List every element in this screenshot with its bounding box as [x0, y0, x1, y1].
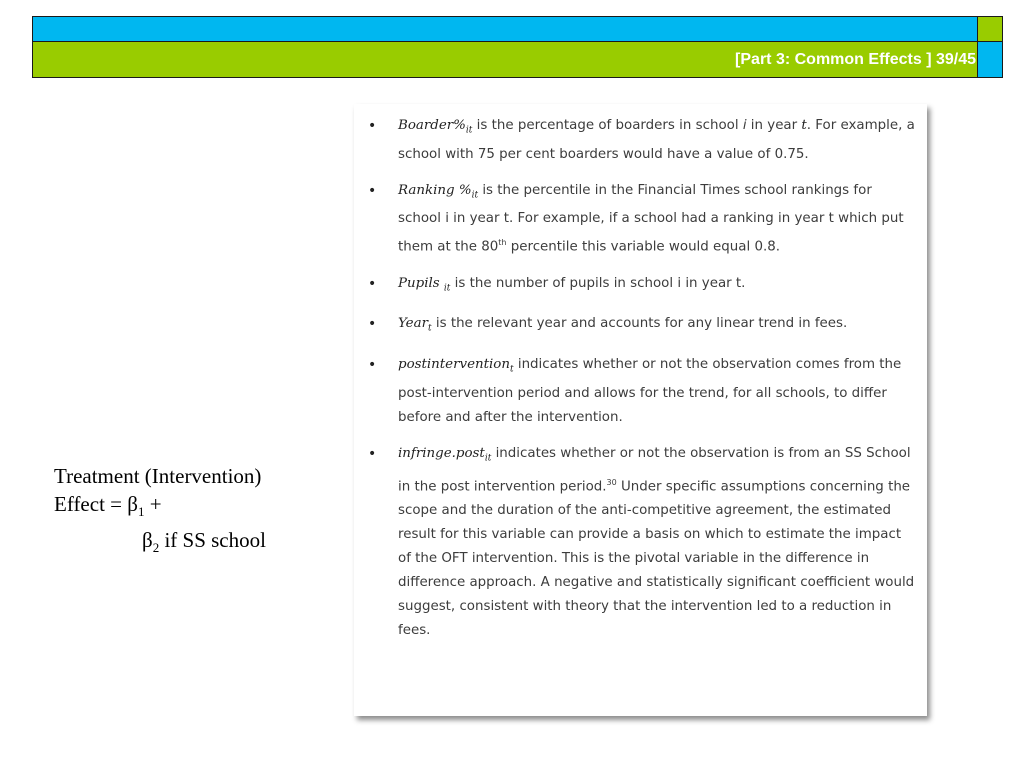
- note-line-3: $\beta_2$ if SS school: [142, 528, 266, 556]
- definition-infringe-post: • infringe.post$_{it}$ indicates whether or not the observation is from an SS School in the post intervention period.$^{30}$ Under specific assumptions concerning the scope and the duration of the anti-competitive agreement, the estimated result for this variable can provide a basis on which to estimate the impact of the OFT intervention. This is the pivotal variable in the difference in difference approach. A negative and statistically significant coefficient would suggest, consistent with theory that the intervention led to a reduction in fees.: [354, 442, 915, 643]
- bullet-icon: •: [368, 357, 377, 374]
- bullet-icon: •: [368, 182, 377, 199]
- bullet-icon: •: [368, 316, 377, 333]
- bullet-icon: •: [368, 445, 377, 462]
- definition-postintervention: • postintervention$_t$ indicates whether or not the observation comes from the post-intervention period and allows for the trend, for all schools, to differ before and after the intervention.: [354, 353, 915, 430]
- header-cyan-bar: [32, 16, 978, 42]
- definition-year: • Year$_t$ is the relevant year and accounts for any linear trend in fees.: [354, 312, 915, 341]
- slide-label: [Part 3: Common Effects ] 39/45: [735, 51, 976, 68]
- var-name: $Boarder\%_{it}$: [398, 118, 473, 136]
- bullet-icon: •: [368, 118, 377, 134]
- var-name: Ranking $\%_{it}$: [398, 182, 479, 201]
- variable-definitions-document: [354, 104, 927, 716]
- var-name: infringe.post$_{it}$: [398, 445, 492, 464]
- var-name: Pupils $_{it}$: [398, 275, 451, 294]
- treatment-effect-note: [54, 462, 344, 562]
- definition-ranking: • Ranking $\%_{it}$ is the percentile in the Financial Times school rankings for school i in year t. For example, if a school had a ranking in year t which put them at the 80th percentile this variable would equal 0.8.: [354, 179, 915, 260]
- definitions-list: [354, 114, 915, 643]
- var-name: Year$_t$: [398, 316, 432, 335]
- definition-boarder: • $Boarder\%_{it}$ is the percentage of boarders in school i in year t. For example, a school with 75 per cent boarders would have a value of 0.75.: [354, 114, 915, 167]
- bullet-icon: •: [368, 275, 377, 292]
- definition-pupils: • Pupils $_{it}$ is the number of pupils in school i in year t.: [354, 272, 915, 301]
- note-line-1: Treatment (Intervention): [54, 464, 262, 488]
- header-green-bar-end: [977, 41, 1003, 78]
- var-name: postintervention$_t$: [398, 357, 514, 375]
- header-cyan-bar-end: [977, 16, 1003, 42]
- note-line-2: Effect = $\beta_1$ +: [54, 492, 162, 520]
